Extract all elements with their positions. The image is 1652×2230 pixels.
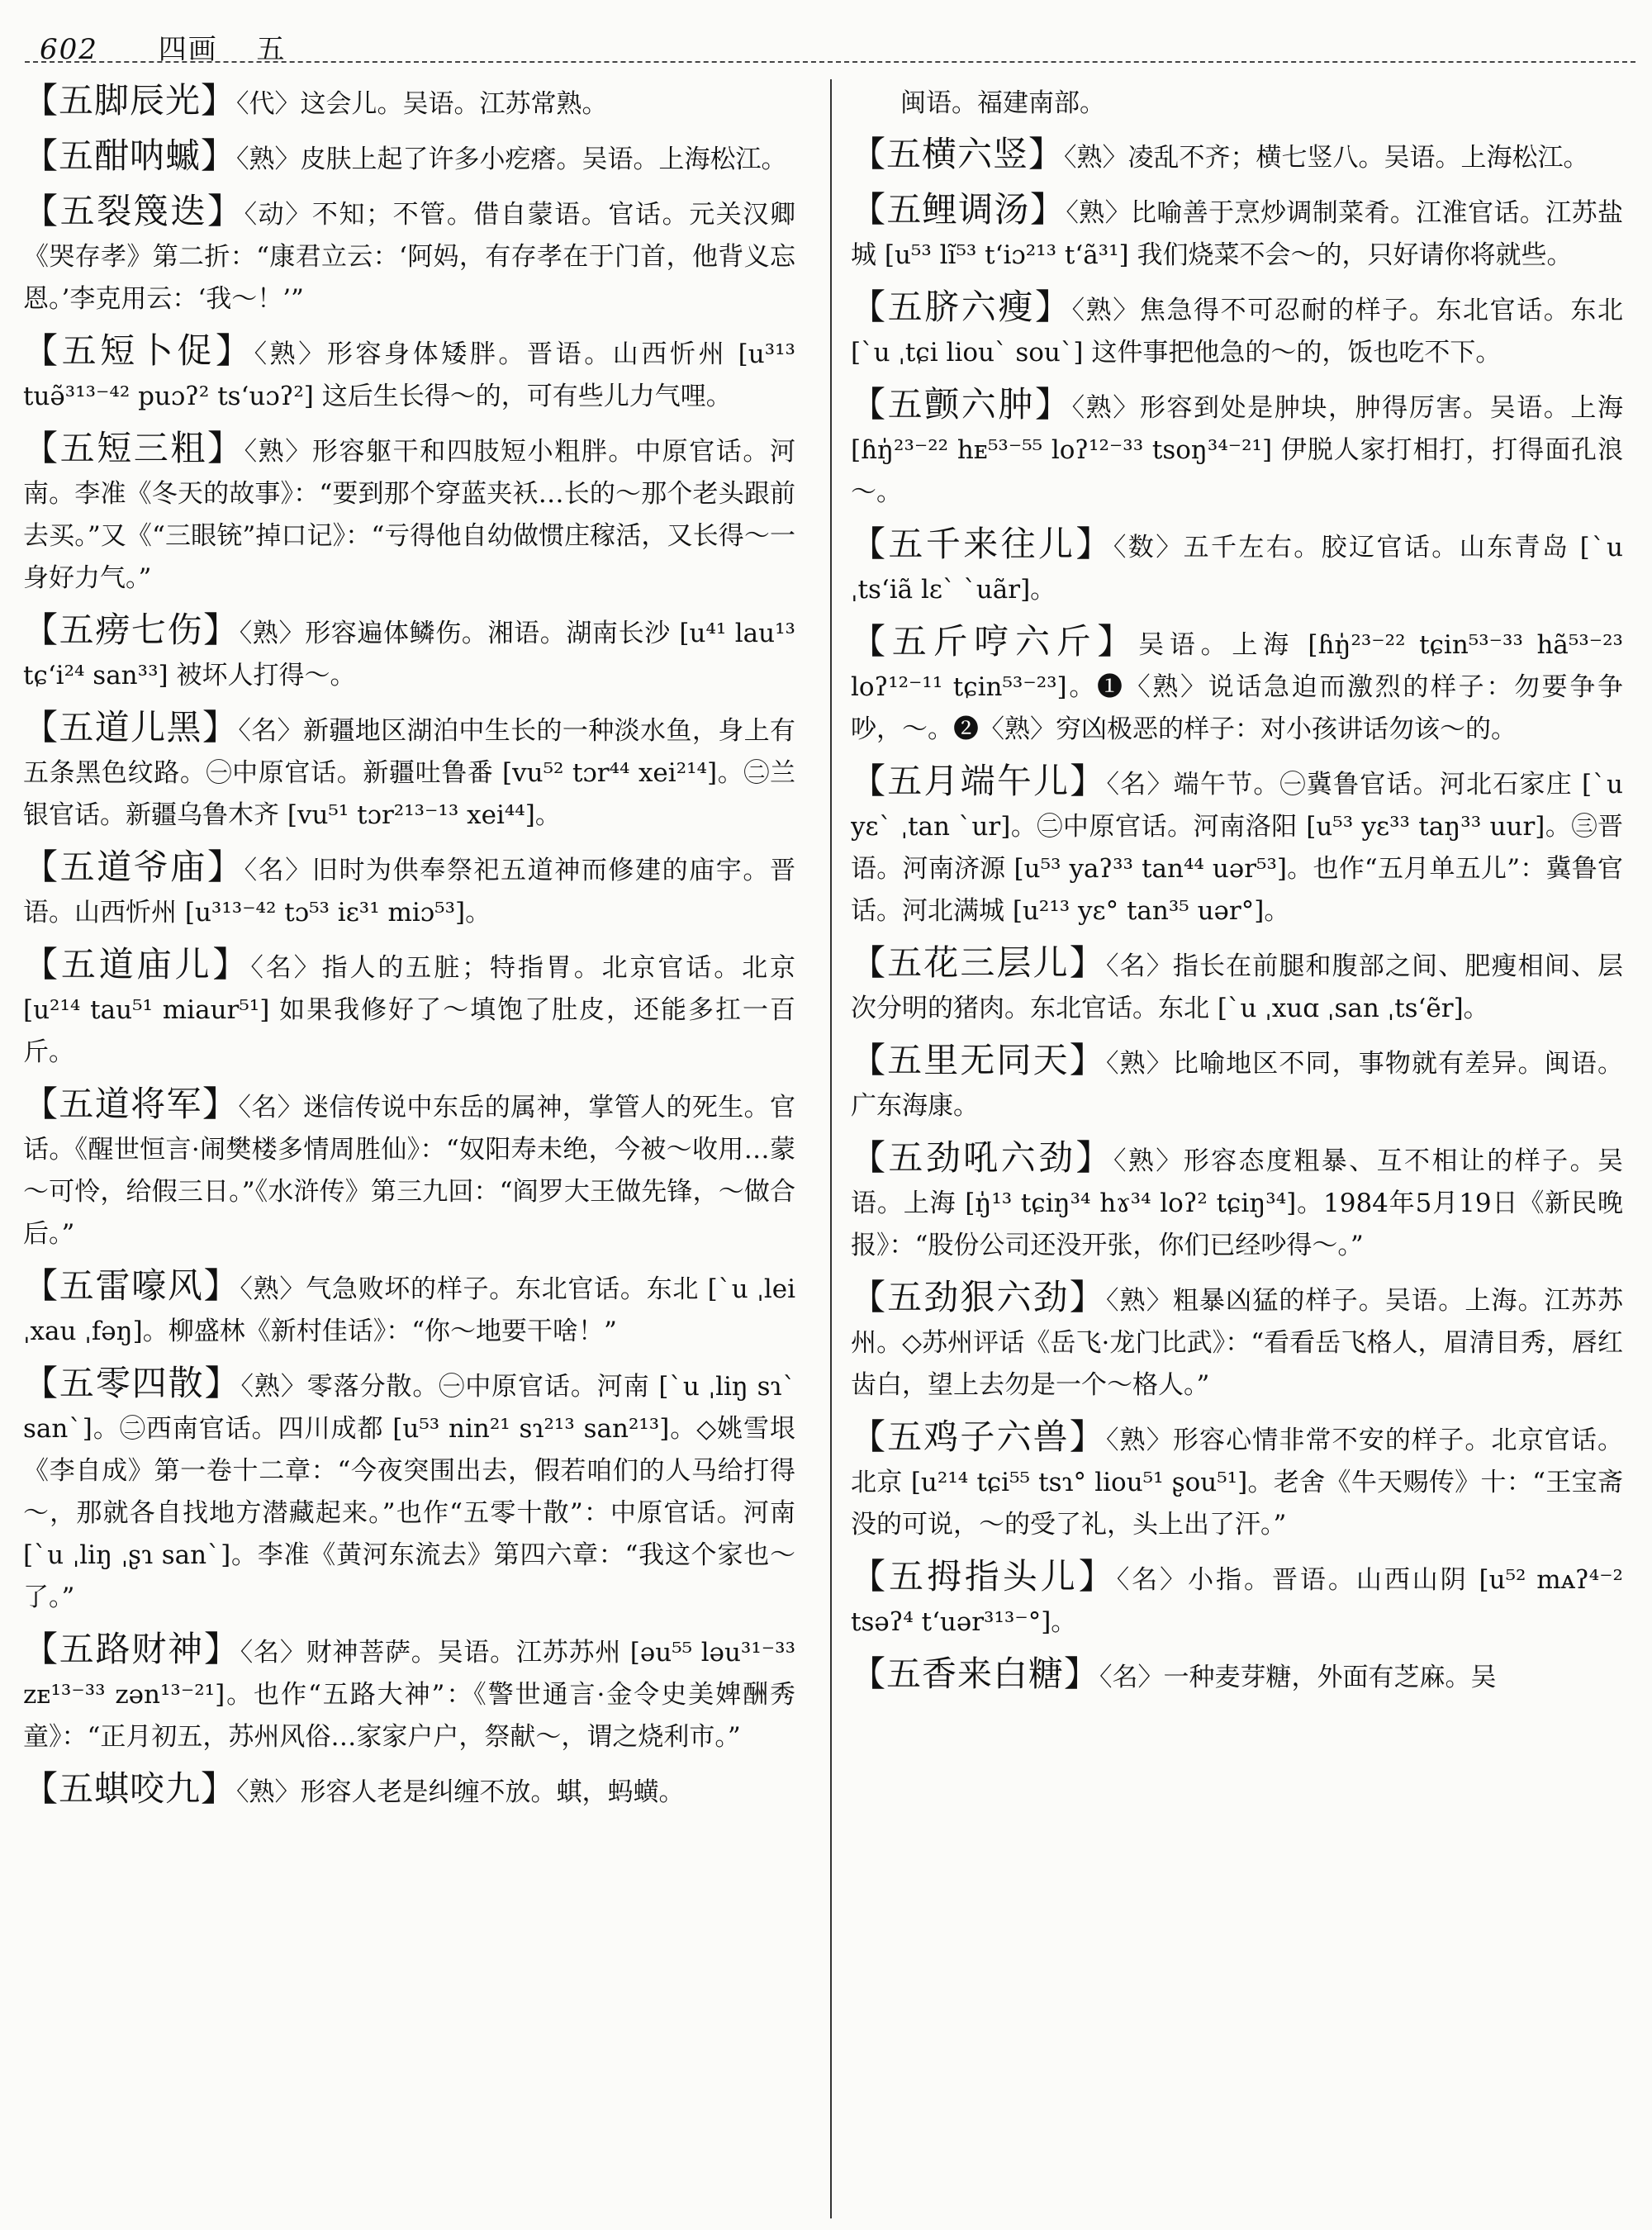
entry-headword: 【五酣呐䗩】 [23, 135, 237, 176]
entry-headword: 【五痨七伤】 [23, 610, 240, 650]
entry-headword: 【五月端午儿】 [851, 761, 1107, 801]
dictionary-entry [23, 1083, 795, 1255]
entry-headword: 【五裂篾迭】 [23, 191, 244, 231]
entry-headword: 【五蜞咬九】 [23, 1768, 237, 1809]
entry-definition: 〈熟〉凌乱不齐；横七竖八。吴语。上海松江。 [1064, 143, 1589, 173]
entry-headword: 【五脚辰光】 [23, 80, 237, 121]
entry-definition: 〈动〉不知；不管。借自蒙语。官话。元关汉卿《哭存孝》第二折：“康君立云：‘阿妈，有存孝在于门首，他背义忘恩。’李克用云：‘我～！’” [23, 200, 795, 314]
entry-definition: 〈熟〉气急败坏的样子。东北官话。东北 [ˋu ˌlei ˌxau ˌfəŋ]。柳盛林《新村佳话》：“你～地要干啥！” [23, 1274, 795, 1346]
section-label: 四画 [158, 33, 218, 66]
entry-headword: 【五短三粗】 [23, 428, 244, 468]
entry-headword: 【五劲狠六劲】 [851, 1277, 1106, 1317]
entry-definition: 闽语。福建南部。 [900, 88, 1105, 118]
dictionary-entry [851, 286, 1623, 374]
header-rule [25, 61, 1635, 63]
dictionary-entry [851, 760, 1623, 932]
entry-headword: 【五香来白糖】 [851, 1654, 1100, 1694]
dictionary-entry [23, 1767, 795, 1814]
entry-headword: 【五鸡子六兽】 [851, 1416, 1106, 1457]
entry-headword: 【五横六竖】 [851, 134, 1065, 174]
entry-definition: 〈熟〉形容到处是肿块，肿得厉害。吴语。上海 [ɦŋ̍²³⁻²² hᴇ⁵³⁻⁵⁵ loʔ¹²⁻³³ tsoŋ³⁴⁻²¹] 伊脱人家打相打，打得面孔浪～。 [851, 393, 1623, 507]
entry-headword: 【五鲤调汤】 [851, 189, 1066, 230]
entry-headword: 【五脐六瘦】 [851, 287, 1072, 327]
dictionary-entry [23, 943, 795, 1074]
dictionary-entry [851, 942, 1623, 1030]
entry-definition: 〈熟〉形容心情非常不安的样子。北京官话。北京 [u²¹⁴ tɕi⁵⁵ tsɿ° liou⁵¹ ʂou⁵¹]。老舍《牛天赐传》十：“王宝斋没的可说，～的受了礼，头上出了汗。” [851, 1426, 1623, 1540]
entry-definition: 〈熟〉皮肤上起了许多小疙瘩。吴语。上海松江。 [236, 145, 787, 174]
entry-definition: 〈代〉这会儿。吴语。江苏常熟。 [236, 89, 608, 119]
entry-definition: 〈名〉小指。晋语。山西山阴 [u⁵² mᴀʔ⁴⁻² tsəʔ⁴ tʻuər³¹³⁻°]。 [851, 1565, 1623, 1637]
entry-definition: 〈熟〉比喻善于烹炒调制菜肴。江淮官话。江苏盐城 [u⁵³ lĩ⁵³ tʻiɔ²¹³ tʻã³¹] 我们烧菜不会～的，只好请你将就些。 [851, 198, 1623, 270]
entry-headword: 【五劲吼六劲】 [851, 1137, 1113, 1178]
dictionary-entry [23, 427, 795, 600]
entry-headword: 【五道爷庙】 [23, 847, 244, 887]
dictionary-entry [23, 1362, 795, 1619]
entry-definition: 吴语。上海 [ɦŋ̍²³⁻²² tɕin⁵³⁻³³ hã⁵³⁻²³ loʔ¹²⁻¹¹ tɕin⁵³⁻²³]。❶〈熟〉说话急迫而激烈的样子：勿要争争吵，～。❷〈熟〉穷凶极恶的样子：对小孩讲话勿该～的。 [851, 630, 1623, 744]
entry-headword: 【五千来往儿】 [851, 524, 1113, 564]
entry-headword: 【五雷嚎风】 [23, 1265, 240, 1306]
dictionary-entry [851, 523, 1623, 611]
section-character: 五 [256, 33, 287, 66]
dictionary-entry [851, 1653, 1623, 1699]
dictionary-entry [851, 133, 1623, 179]
right-column [851, 79, 1623, 2218]
entry-definition: 〈名〉财神菩萨。吴语。江苏苏州 [əu⁵⁵ ləu³¹⁻³³ zᴇ¹³⁻³³ zən¹³⁻²¹]。也作“五路大神”：《警世通言·金令史美婢酬秀童》：“正月初五，苏州风俗…家家户户，祭献～，谓之烧利市。” [23, 1638, 795, 1752]
entry-definition: 〈熟〉焦急得不可忍耐的样子。东北官话。东北 [ˋu ˌtɕi liouˋ souˋ] 这件事把他急的～的，饭也吃不下。 [851, 296, 1623, 368]
entry-definition: 〈名〉一种麦芽糖，外面有芝麻。吴 [1099, 1663, 1497, 1692]
dictionary-entry [23, 609, 795, 697]
entry-definition: 〈熟〉形容人老是纠缠不放。蜞，蚂蟥。 [236, 1777, 685, 1807]
entry-headword: 【五里无同天】 [851, 1040, 1106, 1080]
entry-headword: 【五道将军】 [23, 1084, 239, 1124]
entry-definition: 〈数〉五千左右。胶辽官话。山东青岛 [ˋu ˌtsʻiã lɛˋ ˋuãr]。 [851, 533, 1623, 605]
dictionary-entry [23, 1264, 795, 1353]
dictionary-entry [23, 135, 795, 181]
dictionary-entry [851, 383, 1623, 514]
entry-definition: 〈名〉端午节。㊀冀鲁官话。河北石家庄 [ˋu yɛˋ ˌtan ˋur]。㊁中原官话。河南洛阳 [u⁵³ yɛ³³ taŋ³³ uur]。㊂晋语。河南济源 [u⁵³ yaʔ³³ tan⁴⁴ uər⁵³]。也作“五月单五儿”：冀鲁官话。河北满城 [u²¹³ yɛ° tan³⁵ uər°]。 [851, 770, 1623, 926]
entry-definition: 〈熟〉零落分散。㊀中原官话。河南 [ˋu ˌliŋ sɿˋ sanˋ]。㊁西南官话。四川成都 [u⁵³ nin²¹ sɿ²¹³ san²¹³]。◇姚雪垠《李自成》第一卷十二章：“今夜突围出去，假若咱们的人马给打得～，那就各自找地方潜藏起来。”也作“五零十散”：中原官话。河南 [ˋu ˌliŋ ˌʂɿ sanˋ]。李准《黄河东流去》第四六章：“我这个家也～了。” [23, 1372, 795, 1612]
entry-headword: 【五斤哼六斤】 [851, 621, 1139, 662]
entry-definition: 〈名〉旧时为供奉祭祀五道神而修建的庙宇。晋语。山西忻州 [u³¹³⁻⁴² tɔ⁵³ iɛ³¹ miɔ⁵³]。 [23, 856, 795, 928]
column-divider [830, 79, 832, 2218]
dictionary-entry [23, 330, 795, 418]
dictionary-entry [851, 620, 1623, 751]
dictionary-entry [23, 1628, 795, 1758]
dictionary-entry [23, 79, 795, 126]
entry-definition: 〈名〉迷信传说中东岳的属神，掌管人的死生。官话。《醒世恒言·闹樊楼多情周胜仙》：“奴阳寿未绝，今被～收用…蒙～可怜，给假三日。”《水浒传》第三九回：“阎罗大王做先锋，～做合后。” [23, 1093, 795, 1249]
dictionary-entry [23, 846, 795, 934]
entry-definition: 〈名〉指人的五脏；特指胃。北京官话。北京 [u²¹⁴ tau⁵¹ miaur⁵¹] 如果我修好了～填饱了肚皮，还能多扛一百斤。 [23, 953, 795, 1067]
dictionary-entry [23, 706, 795, 837]
entry-headword: 【五路财神】 [23, 1629, 240, 1669]
entry-headword: 【五道儿黑】 [23, 707, 239, 747]
entry-definition: 〈名〉指长在前腿和腹部之间、肥瘦相间、层次分明的猪肉。东北官话。东北 [ˋu ˌxuɑ ˌsan ˌtsʻẽr]。 [851, 951, 1623, 1023]
dictionary-entry [23, 190, 795, 320]
dictionary-entry [851, 1039, 1623, 1127]
dictionary-entry [851, 188, 1623, 277]
entry-definition: 〈熟〉粗暴凶猛的样子。吴语。上海。江苏苏州。◇苏州评话《岳飞·龙门比武》：“看看岳飞格人，眉清目秀，唇红齿白，望上去勿是一个～格人。” [851, 1286, 1623, 1400]
entry-headword: 【五零四散】 [23, 1363, 241, 1403]
entry-definition: 〈熟〉形容态度粗暴、互不相让的样子。吴语。上海 [ŋ̍¹³ tɕiŋ³⁴ hɤ³⁴ loʔ² tɕiŋ³⁴]。1984年5月19日《新民晚报》：“股份公司还没开张，你们已经吵得～。” [851, 1146, 1623, 1260]
page-number: 602 [40, 33, 98, 66]
entry-headword: 【五颤六肿】 [851, 384, 1072, 425]
entry-definition: 〈熟〉形容身体矮胖。晋语。山西忻州 [u³¹³ tuə̃³¹³⁻⁴² puɔʔ² tsʻuɔʔ²] 这后生长得～的，可有些儿力气哩。 [23, 339, 795, 411]
dictionary-entry [851, 1276, 1623, 1407]
entry-headword: 【五短卜促】 [23, 330, 254, 371]
entry-definition: 〈熟〉形容遍体鳞伤。湘语。湖南长沙 [u⁴¹ lau¹³ tɕʻi²⁴ san³³] 被坏人打得～。 [23, 619, 795, 690]
entry-continuation [900, 83, 1623, 125]
left-column [23, 79, 795, 2218]
entry-definition: 〈熟〉形容躯干和四肢短小粗胖。中原官话。河南。李准《冬天的故事》：“要到那个穿蓝夹袄…长的～那个老头跟前去买。”又《“三眼铳”掉口记》：“亏得他自幼做惯庄稼活，又长得～一身好力气。” [23, 437, 795, 593]
entry-definition: 〈名〉新疆地区湖泊中生长的一种淡水鱼，身上有五条黑色纹路。㊀中原官话。新疆吐鲁番 [vu⁵² tɔr⁴⁴ xei²¹⁴]。㊁兰银官话。新疆乌鲁木齐 [vu⁵¹ tɔr²¹³⁻¹³ xei⁴⁴]。 [23, 716, 795, 830]
dictionary-entry [851, 1416, 1623, 1546]
dictionary-entry [851, 1555, 1623, 1644]
entry-headword: 【五道庙儿】 [23, 944, 251, 985]
dictionary-entry [851, 1136, 1623, 1267]
entry-headword: 【五拇指头儿】 [851, 1556, 1117, 1597]
entry-definition: 〈熟〉比喻地区不同，事物就有差异。闽语。广东海康。 [851, 1049, 1623, 1121]
page-header [40, 26, 1626, 76]
entry-headword: 【五花三层儿】 [851, 942, 1106, 983]
